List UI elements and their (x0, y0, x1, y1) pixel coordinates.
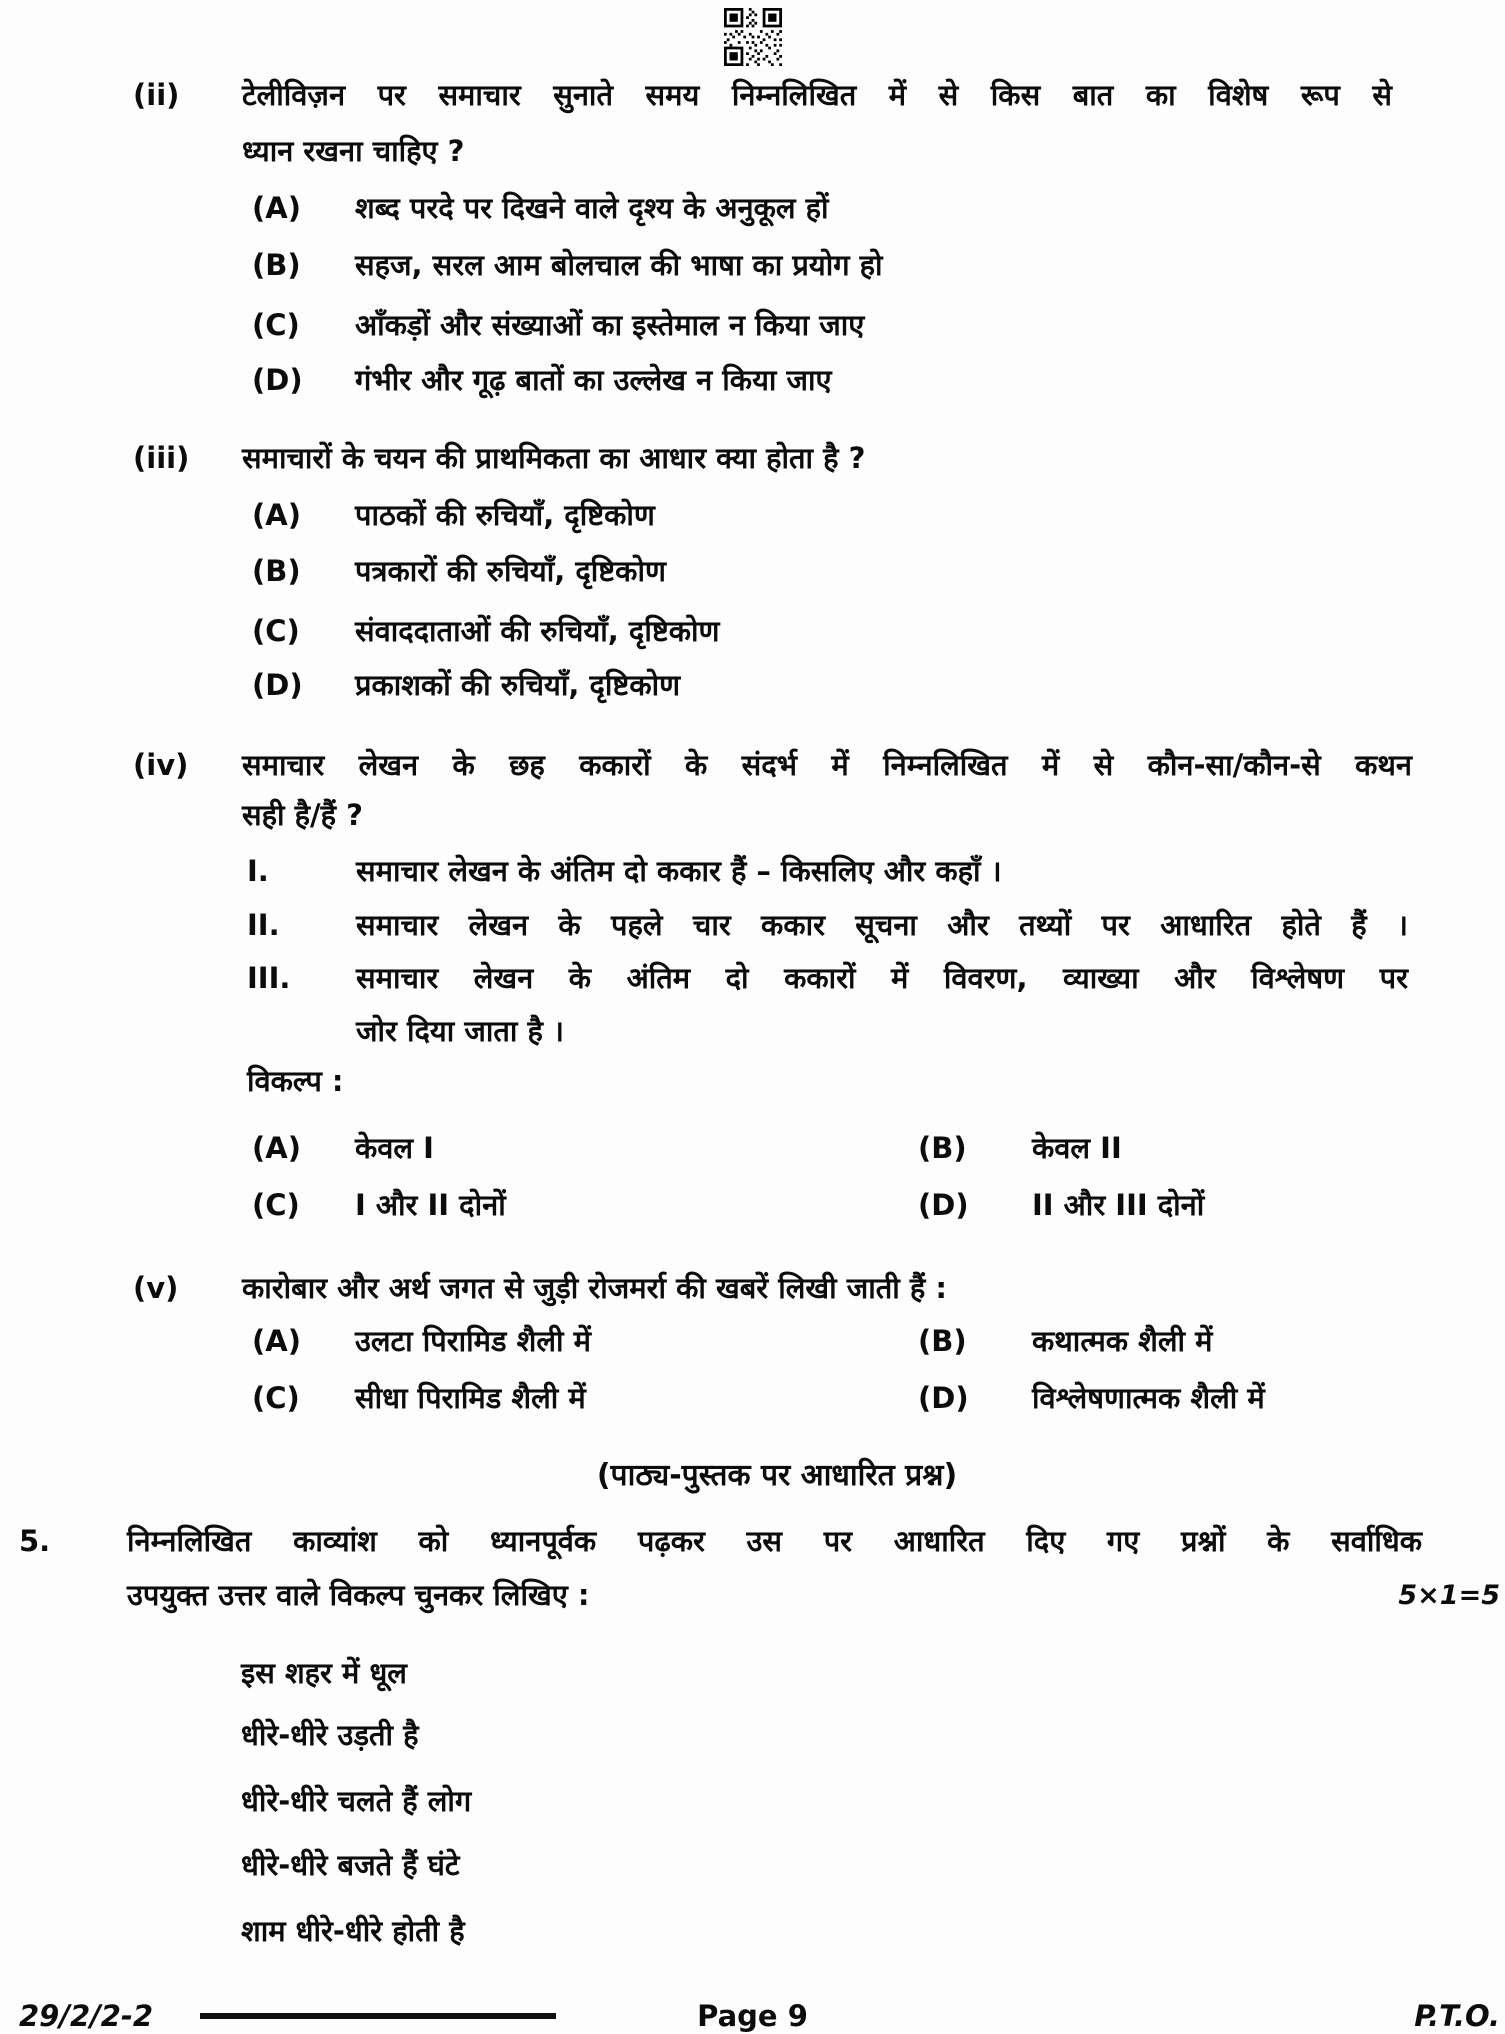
question-ii-line1: टेलीविज़न पर समाचार सुनाते समय निम्नलिखित में से किस बात का विशेष रूप से (242, 78, 1392, 112)
option-text: पाठकों की रुचियाँ, दृष्टिकोण (355, 498, 655, 532)
option-text: कथात्मक शैली में (1032, 1324, 1213, 1358)
option-label: (C) (252, 614, 300, 648)
option-label: (C) (252, 308, 300, 342)
question-iv-line2: सही है/हैं ? (242, 798, 363, 832)
option-label: (C) (252, 1188, 300, 1222)
question-v-line1: कारोबार और अर्थ जगत से जुड़ी रोजमर्रा की खबरें लिखी जाती हैं : (242, 1271, 947, 1305)
marks-label: 5×1=5 (1398, 1580, 1500, 1611)
question-iv-line1: समाचार लेखन के छह ककारों के संदर्भ में निम्नलिखित में से कौन-सा/कौन-से कथन (242, 748, 1412, 782)
statement-text: समाचार लेखन के पहले चार ककार सूचना और तथ्यों पर आधारित होते हैं । (356, 908, 1408, 942)
statement-label: II. (247, 908, 280, 942)
option-text: सीधा पिरामिड शैली में (355, 1381, 586, 1415)
option-text: शब्द परदे पर दिखने वाले दृश्य के अनुकूल हों (355, 191, 829, 225)
question-iii-number: (iii) (133, 441, 190, 475)
poem-line: धीरे-धीरे चलते हैं लोग (241, 1784, 472, 1818)
option-label: (D) (918, 1188, 969, 1222)
qr-code (722, 8, 784, 66)
poem-line: धीरे-धीरे बजते हैं घंटे (241, 1848, 460, 1882)
question-ii-number: (ii) (133, 78, 180, 112)
poem-line: इस शहर में धूल (241, 1656, 407, 1690)
option-label: (C) (252, 1381, 300, 1415)
option-text: I और II दोनों (355, 1188, 506, 1222)
poem-line: शाम धीरे-धीरे होती है (241, 1914, 465, 1948)
question-iii-line1: समाचारों के चयन की प्राथमिकता का आधार क्या होता है ? (242, 441, 866, 475)
options-heading: विकल्प : (247, 1064, 344, 1098)
option-label: (B) (252, 248, 301, 282)
option-text: आँकड़ों और संख्याओं का इस्तेमाल न किया जाए (355, 308, 865, 342)
statement-label: III. (247, 961, 291, 995)
statement-text: समाचार लेखन के अंतिम दो ककार हैं – किसलिए और कहाँ । (356, 854, 1002, 888)
option-text: सहज, सरल आम बोलचाल की भाषा का प्रयोग हो (355, 248, 883, 282)
option-text: पत्रकारों की रुचियाँ, दृष्टिकोण (355, 554, 666, 588)
option-label: (B) (252, 554, 301, 588)
option-label: (D) (252, 668, 303, 702)
option-text: केवल II (1032, 1131, 1122, 1165)
pto-label: P.T.O. (1414, 1999, 1500, 2033)
option-label: (B) (918, 1324, 967, 1358)
section-header: (पाठ्य-पुस्तक पर आधारित प्रश्न) (596, 1458, 958, 1493)
option-text: केवल I (355, 1131, 434, 1165)
question-v-number: (v) (133, 1271, 179, 1305)
paper-code: 29/2/2-2 (19, 1999, 154, 2033)
page-number: Page 9 (697, 1999, 808, 2033)
option-text: उलटा पिरामिड शैली में (355, 1324, 591, 1358)
question-5-line1: निम्नलिखित काव्यांश को ध्यानपूर्वक पढ़कर उस पर आधारित दिए गए प्रश्नों के सर्वाधिक (127, 1524, 1422, 1558)
option-text: संवाददाताओं की रुचियाँ, दृष्टिकोण (355, 614, 720, 648)
option-text: प्रकाशकों की रुचियाँ, दृष्टिकोण (355, 668, 681, 702)
option-label: (A) (252, 498, 301, 532)
question-5-line2: उपयुक्त उत्तर वाले विकल्प चुनकर लिखिए : (127, 1578, 590, 1612)
option-label: (A) (252, 191, 301, 225)
statement-text-continued: जोर दिया जाता है । (356, 1014, 564, 1048)
question-5-number: 5. (19, 1524, 51, 1558)
statement-label: I. (247, 854, 269, 888)
option-text: विश्लेषणात्मक शैली में (1032, 1381, 1265, 1415)
question-ii-line2: ध्यान रखना चाहिए ? (242, 134, 465, 168)
option-label: (A) (252, 1324, 301, 1358)
option-label: (B) (918, 1131, 967, 1165)
option-text: II और III दोनों (1032, 1188, 1205, 1222)
option-label: (D) (252, 363, 303, 397)
poem-line: धीरे-धीरे उड़ती है (241, 1718, 419, 1752)
question-iv-number: (iv) (133, 748, 189, 782)
option-label: (D) (918, 1381, 969, 1415)
statement-text: समाचार लेखन के अंतिम दो ककारों में विवरण, व्याख्या और विश्लेषण पर (356, 961, 1408, 995)
option-text: गंभीर और गूढ़ बातों का उल्लेख न किया जाए (355, 363, 832, 397)
option-label: (A) (252, 1131, 301, 1165)
